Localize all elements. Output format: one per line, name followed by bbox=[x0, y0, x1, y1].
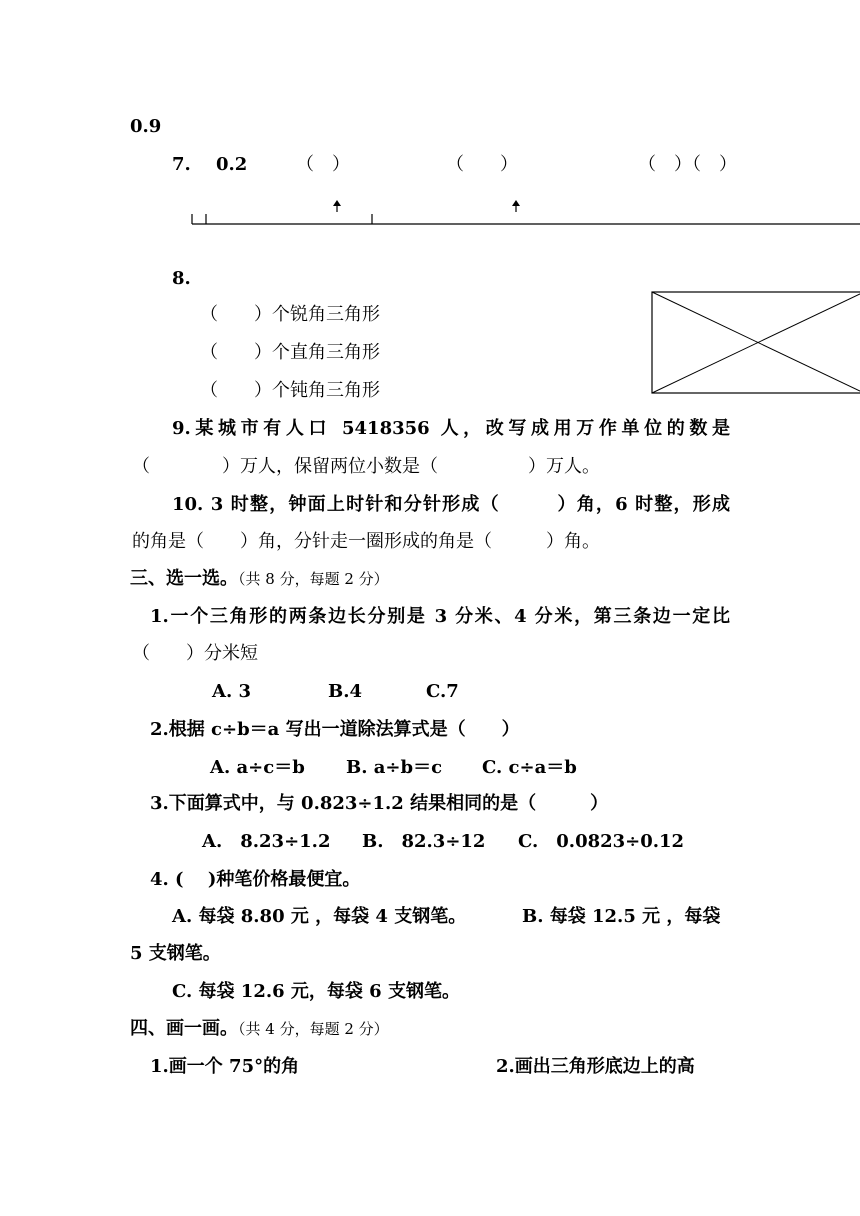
q8-item-right: （ ）个直角三角形 bbox=[200, 342, 380, 363]
q9-line-2: （ ）万人，保留两位小数是（ ）万人。 bbox=[132, 456, 600, 477]
s3-q1-option-b: B.4 bbox=[328, 681, 363, 702]
q7-blank-1: （ ） bbox=[296, 154, 350, 175]
section-4-title: 四、画一画。 bbox=[130, 1018, 238, 1039]
s3-q2-stem: 2.根据 c÷b＝a 写出一道除法算式是（ ） bbox=[150, 719, 520, 740]
s3-q3-option-c: C. 0.0823÷0.12 bbox=[518, 831, 685, 852]
number-line bbox=[0, 190, 860, 236]
s3-q4-stem: 4. ( )种笔价格最便宜。 bbox=[150, 869, 361, 890]
s3-q4-option-b: B. 每袋 12.5 元 ，每袋 bbox=[522, 906, 721, 927]
section-3-note: （共 8 分，每题 2 分） bbox=[238, 570, 389, 588]
s3-q4-option-a: A. 每袋 8.80 元 ，每袋 4 支钢笔。 bbox=[172, 906, 467, 927]
s3-q1-option-a: A. 3 bbox=[212, 681, 252, 702]
s3-q2-option-b: B. a÷b＝c bbox=[346, 757, 443, 778]
s3-q2-option-c: C. c÷a＝b bbox=[482, 757, 577, 778]
top-value: 0.9 bbox=[130, 116, 162, 137]
s3-q1-option-c: C.7 bbox=[426, 681, 459, 702]
q7-blank-3: （ ）（ ） bbox=[638, 154, 737, 175]
s3-q4-option-c: C. 每袋 12.6 元，每袋 6 支钢笔。 bbox=[172, 981, 460, 1002]
s3-q1-line-1: 1.一个三角形的两条边长分别是 3 分米、4 分米，第三条边一定比 bbox=[150, 606, 730, 627]
rectangle-with-diagonals-figure bbox=[650, 290, 860, 396]
section-4-heading bbox=[130, 1018, 389, 1040]
q7-number: 7. bbox=[172, 154, 191, 175]
section-4-note: （共 4 分，每题 2 分） bbox=[238, 1020, 389, 1038]
s3-q4-option-b-cont: 5 支钢笔。 bbox=[130, 943, 221, 964]
q8-item-obtuse: （ ）个钝角三角形 bbox=[200, 380, 380, 401]
q8-number: 8. bbox=[172, 268, 191, 289]
s4-q2: 2.画出三角形底边上的高 bbox=[496, 1056, 695, 1077]
s3-q3-option-a: A. 8.23÷1.2 bbox=[202, 831, 331, 852]
s3-q2-option-a: A. a÷c＝b bbox=[210, 757, 305, 778]
q10-line-1: 10. 3 时整，钟面上时针和分针形成（ ）角，6 时整，形成 bbox=[172, 494, 730, 515]
section-3-heading bbox=[130, 568, 389, 590]
s3-q1-line-2: （ ）分米短 bbox=[132, 643, 258, 664]
q9-line-1: 9.某城市有人口 5418356 人，改写成用万作单位的数是 bbox=[172, 418, 730, 439]
section-3-title: 三、选一选。 bbox=[130, 568, 238, 589]
arrow-up-icon bbox=[512, 200, 520, 212]
q7-start-value: 0.2 bbox=[216, 154, 248, 175]
arrow-up-icon bbox=[333, 200, 341, 212]
s3-q3-option-b: B. 82.3÷12 bbox=[362, 831, 486, 852]
q10-line-2: 的角是（ ）角，分针走一圈形成的角是（ ）角。 bbox=[132, 531, 600, 552]
s3-q3-stem: 3.下面算式中，与 0.823÷1.2 结果相同的是（ ） bbox=[150, 793, 609, 814]
s4-q1: 1.画一个 75°的角 bbox=[150, 1056, 300, 1077]
q8-item-acute: （ ）个锐角三角形 bbox=[200, 304, 380, 325]
q7-blank-2: （ ） bbox=[446, 154, 518, 175]
